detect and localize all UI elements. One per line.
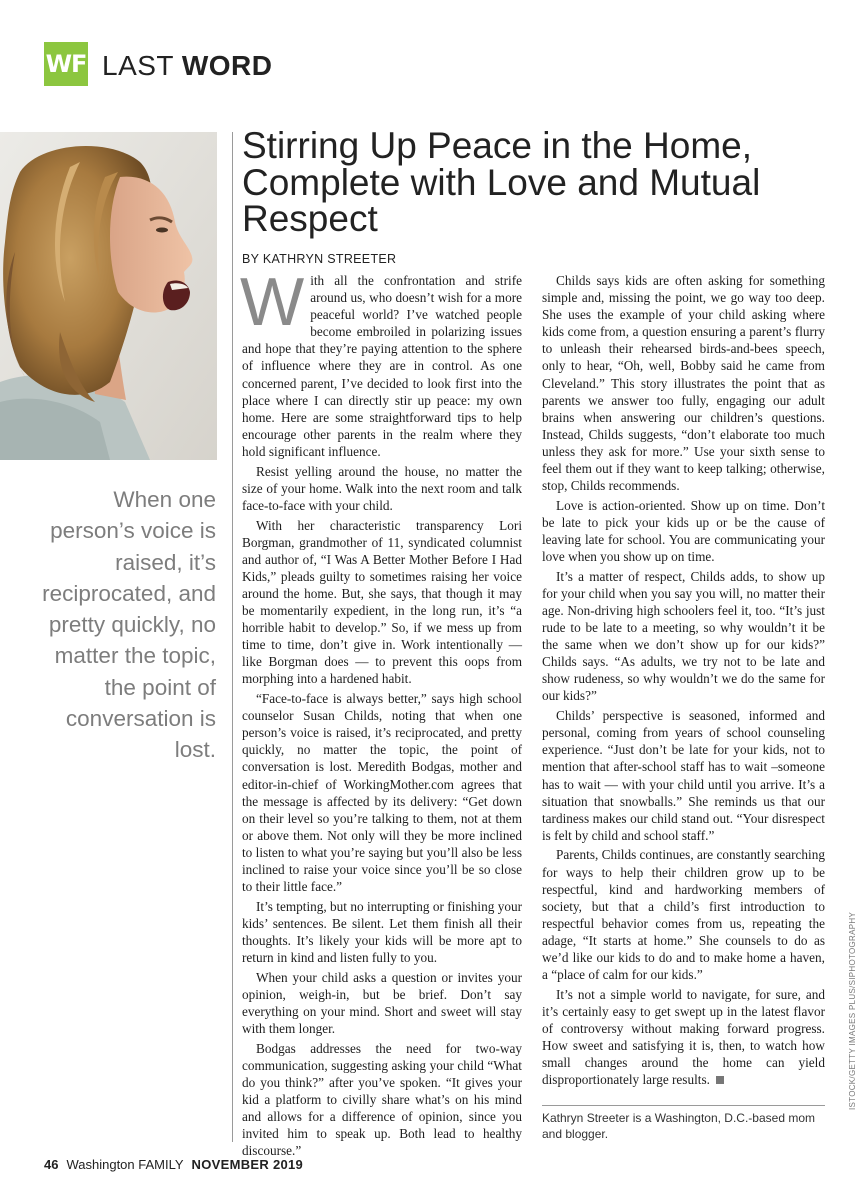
article-photo bbox=[0, 132, 217, 460]
paragraph: With all the confrontation and strife around us, who doesn’t wish for a more peaceful world? I’ve watched people become embroiled in polarizing issues and hope that they’re paying attention to the sphere of influence where they are in control. As one concerned parent, I’ve decided to look first into the place where I can directly stir up peace: my own home. Here are some straightforward tips to help encourage other parents in the realm where they hold significant influence. bbox=[240, 264, 522, 459]
section-title bbox=[102, 49, 272, 83]
bio-divider bbox=[542, 1105, 825, 1106]
drop-cap: W bbox=[240, 264, 305, 340]
publication-name: Washington FAMILY bbox=[66, 1157, 184, 1172]
paragraph: Love is action-oriented. Show up on time. Don’t be late to pick your kids up or be the cause of leaving late for school. You are communicating your love when you show up on time. bbox=[542, 497, 825, 565]
shouting-woman-image bbox=[0, 132, 217, 460]
paragraph: Childs’ perspective is seasoned, informed and personal, coming from years of school counseling experience. “Just don’t be late for your kids, not to mention that after-school staff has to wait –someone has to wait — with your child until you arrive. It’s a situation that snowballs.” She reminds us that our tardiness makes our child stand out. “Your disrespect is felt by child and school staff.” bbox=[542, 708, 825, 843]
paragraph: It’s tempting, but no interrupting or finishing your kids’ sentences. Be silent. Let them finish all their thoughts. It’s likely your kids will be more apt to return in kind and listen fully to you. bbox=[242, 898, 522, 966]
paragraph: It’s a matter of respect, Childs adds, to show up for your child when you say you will, no matter their age. Non-driving high schoolers feel it, too. “It’s just rude to be late to a meeting, so why wouldn’t it be the same when we don’t show up for our kids?” Childs says. “As adults, we try not to be late and show rudeness, so why wouldn’t we do the same for our kids?” bbox=[542, 568, 825, 704]
paragraph: Childs says kids are often asking for something simple and, missing the point, we go way too deep. She uses the example of your child asking where kids come from, a question ensuring a parent’s flurry to unleash their rehearsed birds-and-bees speech, only to hear, “Oh, well, Bobby said he came from Cleveland.” This story illustrates the point that as parents we answer too fully, engaging our adult brains when answering our children’s questions. Instead, Childs suggests, “don’t elaborate too much unless they ask for more.” Use your sixth sense to feel them out if they want to keep talking; otherwise, stop, Childs recommends. bbox=[542, 273, 825, 494]
column-divider bbox=[232, 132, 233, 1142]
paragraph: When your child asks a question or invites your opinion, weigh-in, but be brief. Don’t say everything on your mind. Short and sweet will stay with them longer. bbox=[242, 969, 522, 1036]
paragraph: It’s not a simple world to navigate, for sure, and it’s certainly easy to get swept up in the latest flavor of controversy without making forward progress. How sweet and satisfying it is, then, to watch how small changes around the home can yield disproportionately large results. bbox=[542, 986, 825, 1088]
page-number: 46 bbox=[44, 1157, 59, 1172]
paragraph: Resist yelling around the house, no matter the size of your home. Walk into the next room and talk face-to-face with your child. bbox=[242, 463, 522, 513]
paragraph: Parents, Childs continues, are constantly searching for ways to help their children grow up to be respectful, kind and hardworking members of society, but that a child’s first introduction to respectful behavior comes from us, repeating the adage, “It starts at home.” She counsels to do as we’d like our kids to do and to make home a haven, a “place of calm for our kids.” bbox=[542, 847, 825, 983]
paragraph: Bodgas addresses the need for two-way communication, suggesting asking your child “What do you think?” after you’ve spoken. “It gives your kid a platform to civilly share what’s on his mind and allows for a difference of opinion, since you invited him to speak up. Both lead to healthy discourse.” bbox=[242, 1040, 522, 1159]
paragraph: “Face-to-face is always better,” says high school counselor Susan Childs, noting that when one person’s voice is raised, it’s reciprocated, and pretty quickly, no matter the topic, the point of conversation is lost. Meredith Bodgas, mother and editor-in-chief of WorkingMother.com agrees that the message is affected by its delivery: “Get down on their level so you’re talking to them, not at them or above them. Not only will they be more inclined to listen to what you’re saying but you’ll also be less inclined to raise your voice since you’ll be so close to their little face.” bbox=[242, 691, 522, 895]
page-footer bbox=[44, 1157, 303, 1172]
author-bio: Kathryn Streeter is a Washington, D.C.-based mom and blogger. bbox=[542, 1111, 815, 1141]
article-title: Stirring Up Peace in the Home, Complete with Love and Mutual Respect bbox=[242, 125, 761, 239]
wf-logo: WF bbox=[44, 42, 88, 86]
section-title-bold: WORD bbox=[181, 50, 273, 81]
article-column-1 bbox=[240, 264, 522, 1162]
article-column-2 bbox=[542, 272, 825, 1091]
photo-credit: ISTOCK/GETTY IMAGES PLUS/SIPHOTOGRAPHY bbox=[848, 911, 857, 1110]
byline: BY KATHRYN STREETER bbox=[242, 252, 397, 266]
section-title-light: LAST bbox=[102, 50, 174, 81]
issue-date: NOVEMBER 2019 bbox=[191, 1157, 304, 1172]
paragraph: With her characteristic transparency Lori Borgman, grandmother of 11, syndicated columnist and author of, “I Was A Better Mother Before I Had Kids,” pleads guilty to sometimes raising her voice around the home. But, she says, that though it may be momentarily expedient, in the long run, it’s “a horrible habit to develop.” So, if we mess up from time to time, don’t give in. Work intentionally — like Borgman does — to prevent this oops from morphing into a hardened habit. bbox=[242, 517, 522, 687]
end-mark-icon bbox=[716, 1076, 724, 1084]
pull-quote: When one person’s voice is raised, it’s reciprocated, and pretty quickly, no matter the topic, the point of conversation is lost. bbox=[42, 487, 216, 763]
